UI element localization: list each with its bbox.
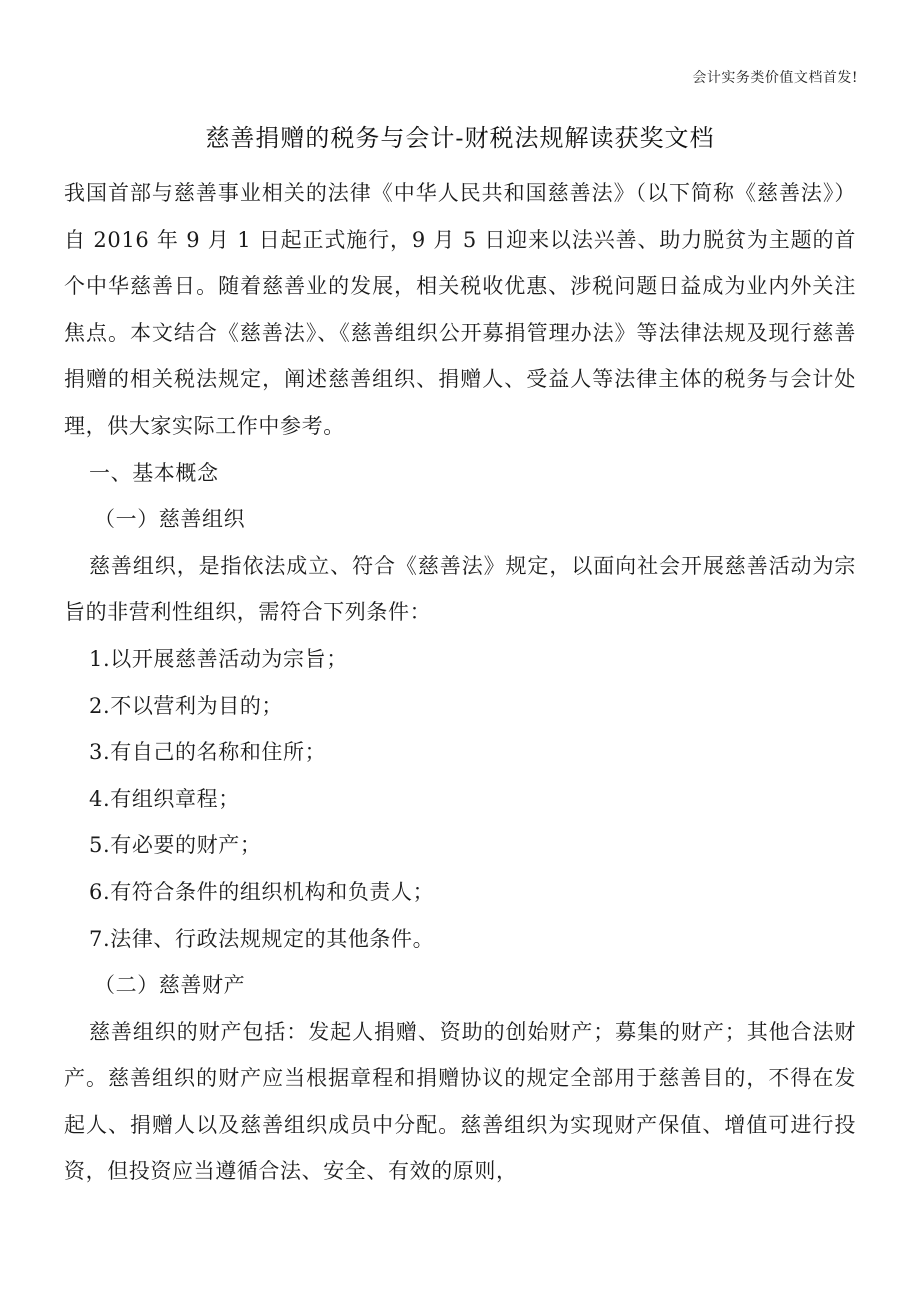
document-body <box>64 170 856 1195</box>
condition-item: 7.法律、行政法规规定的其他条件。 <box>89 926 435 951</box>
subsection-heading-charity-org: （一）慈善组织 <box>94 507 246 532</box>
condition-item: 3.有自己的名称和住所； <box>89 740 327 765</box>
section-heading-basic-concepts: 一、基本概念 <box>89 460 219 485</box>
charity-org-paragraph: 慈善组织，是指依法成立、符合《慈善法》规定，以面向社会开展慈善活动为宗旨的非营利性组织，需符合下列条件： <box>64 553 856 625</box>
condition-item: 1.以开展慈善活动为宗旨； <box>89 646 348 671</box>
condition-item: 4.有组织章程； <box>89 786 240 811</box>
condition-item: 6.有符合条件的组织机构和负责人； <box>89 879 435 904</box>
document-title: 慈善捐赠的税务与会计-财税法规解读获奖文档 <box>205 124 715 152</box>
condition-item: 5.有必要的财产； <box>89 833 262 858</box>
header-note: 会计实务类价值文档首发! <box>692 70 858 86</box>
condition-item: 2.不以营利为目的； <box>89 693 284 718</box>
intro-paragraph: 我国首部与慈善事业相关的法律《中华人民共和国慈善法》（以下简称《慈善法》）自 2016 年 9 月 1 日起正式施行，9 月 5 日迎来以法兴善、助力脱贫为主题的首个中华慈善日。随着慈善业的发展，相关税收优惠、涉税问题日益成为业内外关注焦点。本文结合《慈善法》、《慈善组织公开募捐管理办法》等法律法规及现行慈善捐赠的相关税法规定，阐述慈善组织、捐赠人、受益人等法律主体的税务与会计处理，供大家实际工作中参考。 <box>64 181 856 438</box>
charity-property-paragraph: 慈善组织的财产包括：发起人捐赠、资助的创始财产；募集的财产；其他合法财产。慈善组织的财产应当根据章程和捐赠协议的规定全部用于慈善目的，不得在发起人、捐赠人以及慈善组织成员中分配。慈善组织为实现财产保值、增值可进行投资，但投资应当遵循合法、安全、有效的原则， <box>64 1019 856 1184</box>
subsection-heading-charity-property: （二）慈善财产 <box>94 973 246 998</box>
